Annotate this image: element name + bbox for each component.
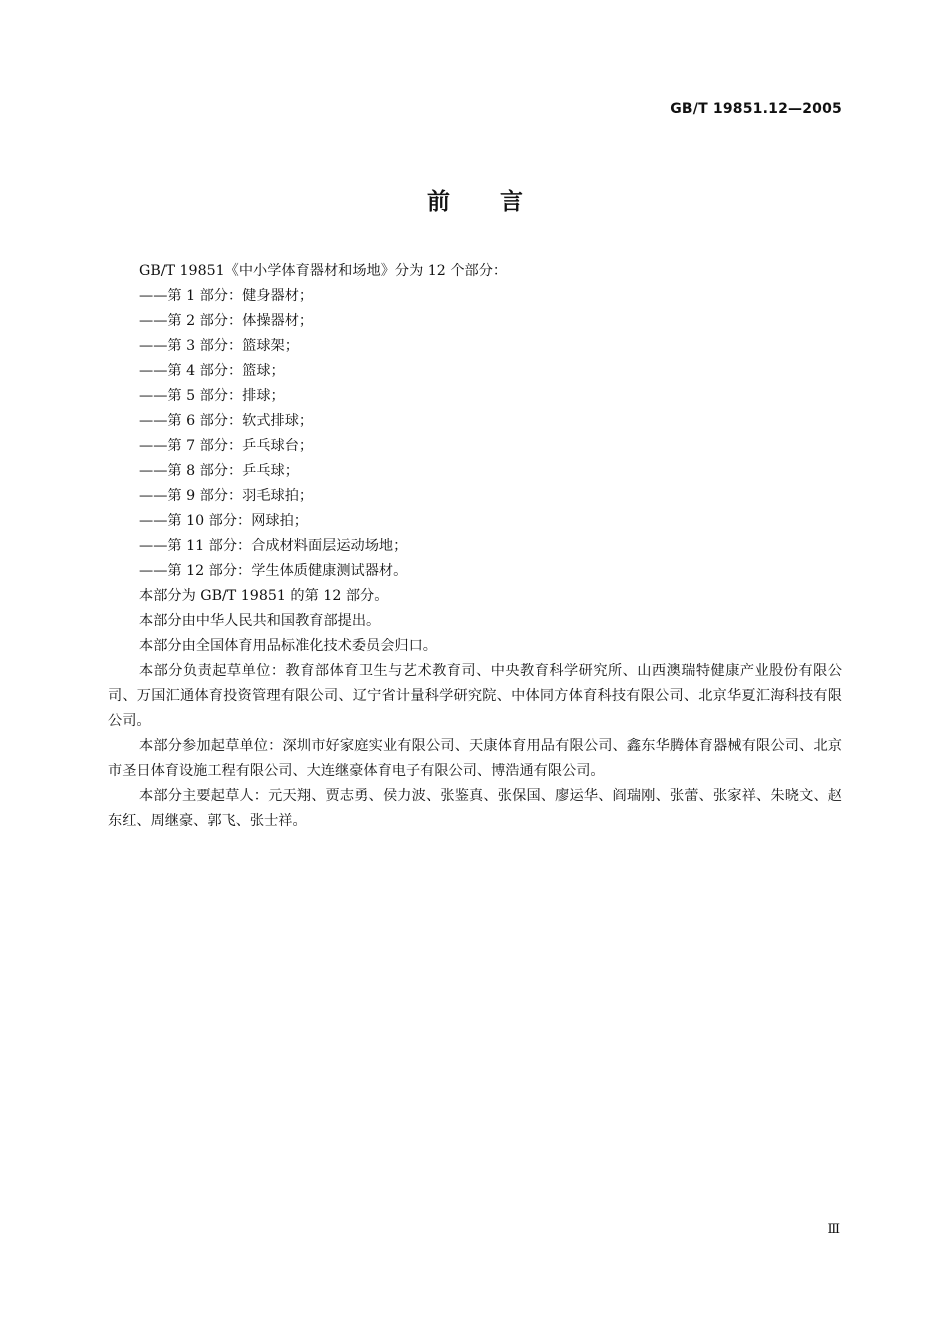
paragraph: 本部分负责起草单位：教育部体育卫生与艺术教育司、中央教育科学研究所、山西澳瑞特健康产业股份有限公司、万国汇通体育投资管理有限公司、辽宁省计量科学研究院、中体同方体育科技有限公司、北京华夏汇海科技有限公司。 <box>108 663 842 729</box>
paragraph: 本部分主要起草人：元天翔、贾志勇、侯力波、张鉴真、张保国、廖运华、阎瑞刚、张蕾、张家祥、朱晓文、赵东红、周继豪、郭飞、张士祥。 <box>108 788 842 829</box>
paragraph: 本部分由全国体育用品标准化技术委员会归口。 <box>139 638 437 654</box>
list-item: ——第 7 部分：乒乓球台； <box>139 438 314 454</box>
list-item: ——第 5 部分：排球； <box>139 388 285 404</box>
parts-list <box>108 284 842 584</box>
paragraph: 本部分参加起草单位：深圳市好家庭实业有限公司、天康体育用品有限公司、鑫东华腾体育器械有限公司、北京市圣日体育设施工程有限公司、大连继豪体育电子有限公司、博浩通有限公司。 <box>108 738 842 779</box>
list-item: ——第 3 部分：篮球架； <box>139 338 299 354</box>
list-item: ——第 1 部分：健身器材； <box>139 288 314 304</box>
list-item: ——第 2 部分：体操器材； <box>139 313 314 329</box>
foreword-body <box>108 259 842 834</box>
list-item: ——第 11 部分：合成材料面层运动场地； <box>139 538 408 554</box>
list-item: ——第 4 部分：篮球； <box>139 363 285 379</box>
paragraph: 本部分由中华人民共和国教育部提出。 <box>139 613 381 629</box>
list-item: ——第 12 部分：学生体质健康测试器材。 <box>139 563 408 579</box>
intro-paragraph: GB/T 19851《中小学体育器材和场地》分为 12 个部分： <box>139 263 508 279</box>
paragraph: 本部分为 GB/T 19851 的第 12 部分。 <box>139 588 389 604</box>
page-number: Ⅲ <box>827 1222 840 1237</box>
page-title: 前言 <box>427 189 573 215</box>
document-code: GB/T 19851.12—2005 <box>670 101 842 117</box>
list-item: ——第 6 部分：软式排球； <box>139 413 314 429</box>
list-item: ——第 9 部分：羽毛球拍； <box>139 488 314 504</box>
list-item: ——第 10 部分：网球拍； <box>139 513 308 529</box>
list-item: ——第 8 部分：乒乓球； <box>139 463 299 479</box>
